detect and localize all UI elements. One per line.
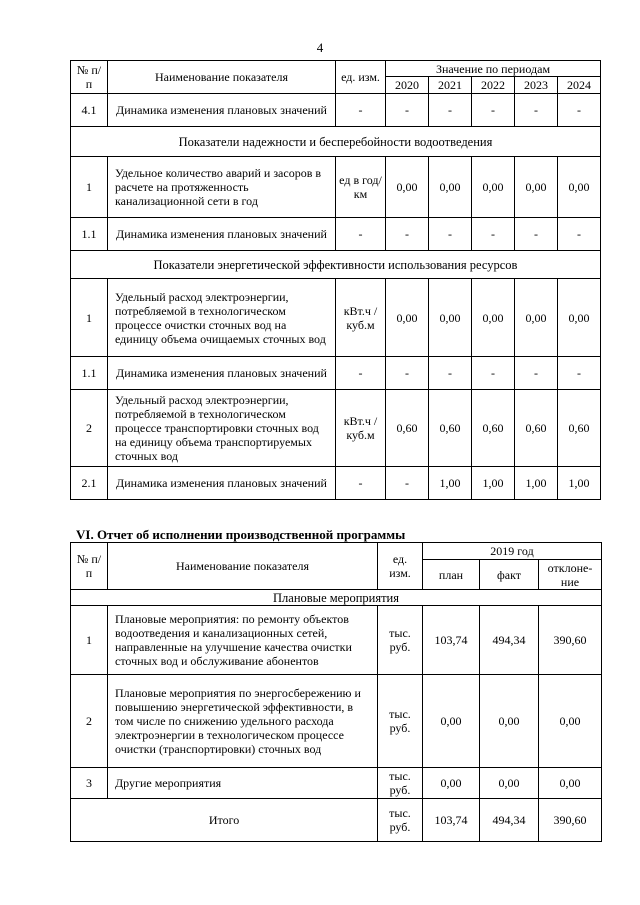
row-value: 1,00 bbox=[429, 467, 472, 500]
table-row bbox=[71, 467, 601, 500]
row-num: 1 bbox=[71, 157, 108, 218]
row-name: Динамика изменения плановых значений bbox=[108, 357, 336, 390]
section-planned: Плановые мероприятия bbox=[71, 590, 602, 606]
row-num: 4.1 bbox=[71, 94, 108, 127]
row-value: - bbox=[429, 94, 472, 127]
row-plan: 103,74 bbox=[423, 606, 480, 675]
row-value: 0,00 bbox=[515, 279, 558, 357]
row-fact: 0,00 bbox=[480, 768, 539, 799]
program-report-table bbox=[70, 542, 602, 842]
row-fact: 494,34 bbox=[480, 606, 539, 675]
header-row bbox=[71, 61, 601, 77]
section-energy: Показатели энергетической эффективности использования ресурсов bbox=[71, 251, 601, 279]
total-row bbox=[71, 799, 602, 842]
row-value: - bbox=[515, 357, 558, 390]
row-name: Удельное количество аварий и засоров в расчете на протяженность канализационной сети в год bbox=[108, 157, 336, 218]
table-row bbox=[71, 157, 601, 218]
row-unit: - bbox=[336, 467, 386, 500]
header-deviation: отклоне-ние bbox=[539, 560, 602, 590]
header-year: 2023 bbox=[515, 77, 558, 94]
row-value: - bbox=[472, 357, 515, 390]
section-row bbox=[71, 127, 601, 157]
row-num: 1 bbox=[71, 279, 108, 357]
total-unit: тыс. руб. bbox=[378, 799, 423, 842]
row-name: Динамика изменения плановых значений bbox=[108, 94, 336, 127]
header-year: 2021 bbox=[429, 77, 472, 94]
row-value: - bbox=[558, 218, 601, 251]
row-num: 2 bbox=[71, 675, 108, 768]
row-name: Плановые мероприятия: по ремонту объектов водоотведения и канализационных сетей, направленные на улучшение качества очистки сточных вод и обслуживание абонентов bbox=[108, 606, 378, 675]
total-deviation: 390,60 bbox=[539, 799, 602, 842]
section-title: VI. Отчет об исполнении производственной программы bbox=[76, 527, 406, 542]
row-value: - bbox=[472, 218, 515, 251]
row-value: 1,00 bbox=[472, 467, 515, 500]
row-num: 2.1 bbox=[71, 467, 108, 500]
header-num: № п/п bbox=[71, 61, 108, 94]
row-unit: - bbox=[336, 218, 386, 251]
row-unit: тыс. руб. bbox=[378, 675, 423, 768]
row-value: 0,00 bbox=[386, 279, 429, 357]
row-unit: кВт.ч / куб.м bbox=[336, 279, 386, 357]
header-name: Наименование показателя bbox=[108, 543, 378, 590]
row-value: 0,60 bbox=[472, 390, 515, 467]
total-label: Итого bbox=[71, 799, 378, 842]
row-num: 1.1 bbox=[71, 218, 108, 251]
row-name: Плановые мероприятия по энергосбережению и повышению энергетической эффективности, в том числе по снижению удельного расхода электроэнергии в технологическом процессе очистки (транспортировки) сточных вод bbox=[108, 675, 378, 768]
row-value: 0,60 bbox=[429, 390, 472, 467]
row-num: 3 bbox=[71, 768, 108, 799]
header-name: Наименование показателя bbox=[108, 61, 336, 94]
header-row bbox=[71, 543, 602, 560]
row-value: - bbox=[386, 357, 429, 390]
section-reliability: Показатели надежности и бесперебойности водоотведения bbox=[71, 127, 601, 157]
total-fact: 494,34 bbox=[480, 799, 539, 842]
header-year: 2022 bbox=[472, 77, 515, 94]
header-plan: план bbox=[423, 560, 480, 590]
row-name: Динамика изменения плановых значений bbox=[108, 218, 336, 251]
row-value: 0,00 bbox=[429, 279, 472, 357]
section-row bbox=[71, 590, 602, 606]
table-row bbox=[71, 390, 601, 467]
row-value: 0,60 bbox=[558, 390, 601, 467]
header-year: 2019 год bbox=[423, 543, 602, 560]
header-num: № п/п bbox=[71, 543, 108, 590]
row-value: - bbox=[515, 94, 558, 127]
table-row bbox=[71, 606, 602, 675]
row-unit: ед в год/ км bbox=[336, 157, 386, 218]
row-value: 0,00 bbox=[558, 279, 601, 357]
row-num: 2 bbox=[71, 390, 108, 467]
table-row bbox=[71, 675, 602, 768]
row-num: 1 bbox=[71, 606, 108, 675]
row-value: - bbox=[386, 94, 429, 127]
row-value: - bbox=[472, 94, 515, 127]
row-name: Удельный расход электроэнергии, потребляемой в технологическом процессе транспортировки сточных вод на единицу объема транспортируемых сточных вод bbox=[108, 390, 336, 467]
total-plan: 103,74 bbox=[423, 799, 480, 842]
page-number: 4 bbox=[316, 40, 324, 55]
table-row bbox=[71, 94, 601, 127]
row-value: 1,00 bbox=[558, 467, 601, 500]
header-unit: ед. изм. bbox=[378, 543, 423, 590]
row-value: - bbox=[429, 218, 472, 251]
row-fact: 0,00 bbox=[480, 675, 539, 768]
table-row bbox=[71, 279, 601, 357]
indicators-table bbox=[70, 60, 601, 500]
row-value: 0,60 bbox=[386, 390, 429, 467]
row-value: - bbox=[558, 94, 601, 127]
table-row bbox=[71, 357, 601, 390]
section-row bbox=[71, 251, 601, 279]
row-deviation: 0,00 bbox=[539, 675, 602, 768]
row-deviation: 390,60 bbox=[539, 606, 602, 675]
row-value: 0,60 bbox=[515, 390, 558, 467]
row-value: 0,00 bbox=[429, 157, 472, 218]
row-unit: кВт.ч / куб.м bbox=[336, 390, 386, 467]
header-periods: Значение по периодам bbox=[386, 61, 601, 77]
row-value: 0,00 bbox=[472, 279, 515, 357]
header-unit: ед. изм. bbox=[336, 61, 386, 94]
table-row bbox=[71, 768, 602, 799]
row-name: Динамика изменения плановых значений bbox=[108, 467, 336, 500]
row-deviation: 0,00 bbox=[539, 768, 602, 799]
row-value: 0,00 bbox=[558, 157, 601, 218]
row-value: - bbox=[386, 218, 429, 251]
row-num: 1.1 bbox=[71, 357, 108, 390]
row-plan: 0,00 bbox=[423, 675, 480, 768]
row-value: 0,00 bbox=[515, 157, 558, 218]
row-plan: 0,00 bbox=[423, 768, 480, 799]
row-value: - bbox=[429, 357, 472, 390]
row-value: 1,00 bbox=[515, 467, 558, 500]
row-unit: - bbox=[336, 94, 386, 127]
header-year: 2020 bbox=[386, 77, 429, 94]
row-value: - bbox=[386, 467, 429, 500]
header-year: 2024 bbox=[558, 77, 601, 94]
row-value: - bbox=[558, 357, 601, 390]
row-name: Удельный расход электроэнергии, потребляемой в технологическом процессе очистки сточных вод на единицу объема очищаемых сточных вод bbox=[108, 279, 336, 357]
row-unit: тыс. руб. bbox=[378, 606, 423, 675]
row-value: - bbox=[515, 218, 558, 251]
table-row bbox=[71, 218, 601, 251]
row-unit: тыс. руб. bbox=[378, 768, 423, 799]
row-value: 0,00 bbox=[472, 157, 515, 218]
row-value: 0,00 bbox=[386, 157, 429, 218]
row-name: Другие мероприятия bbox=[108, 768, 378, 799]
row-unit: - bbox=[336, 357, 386, 390]
header-fact: факт bbox=[480, 560, 539, 590]
